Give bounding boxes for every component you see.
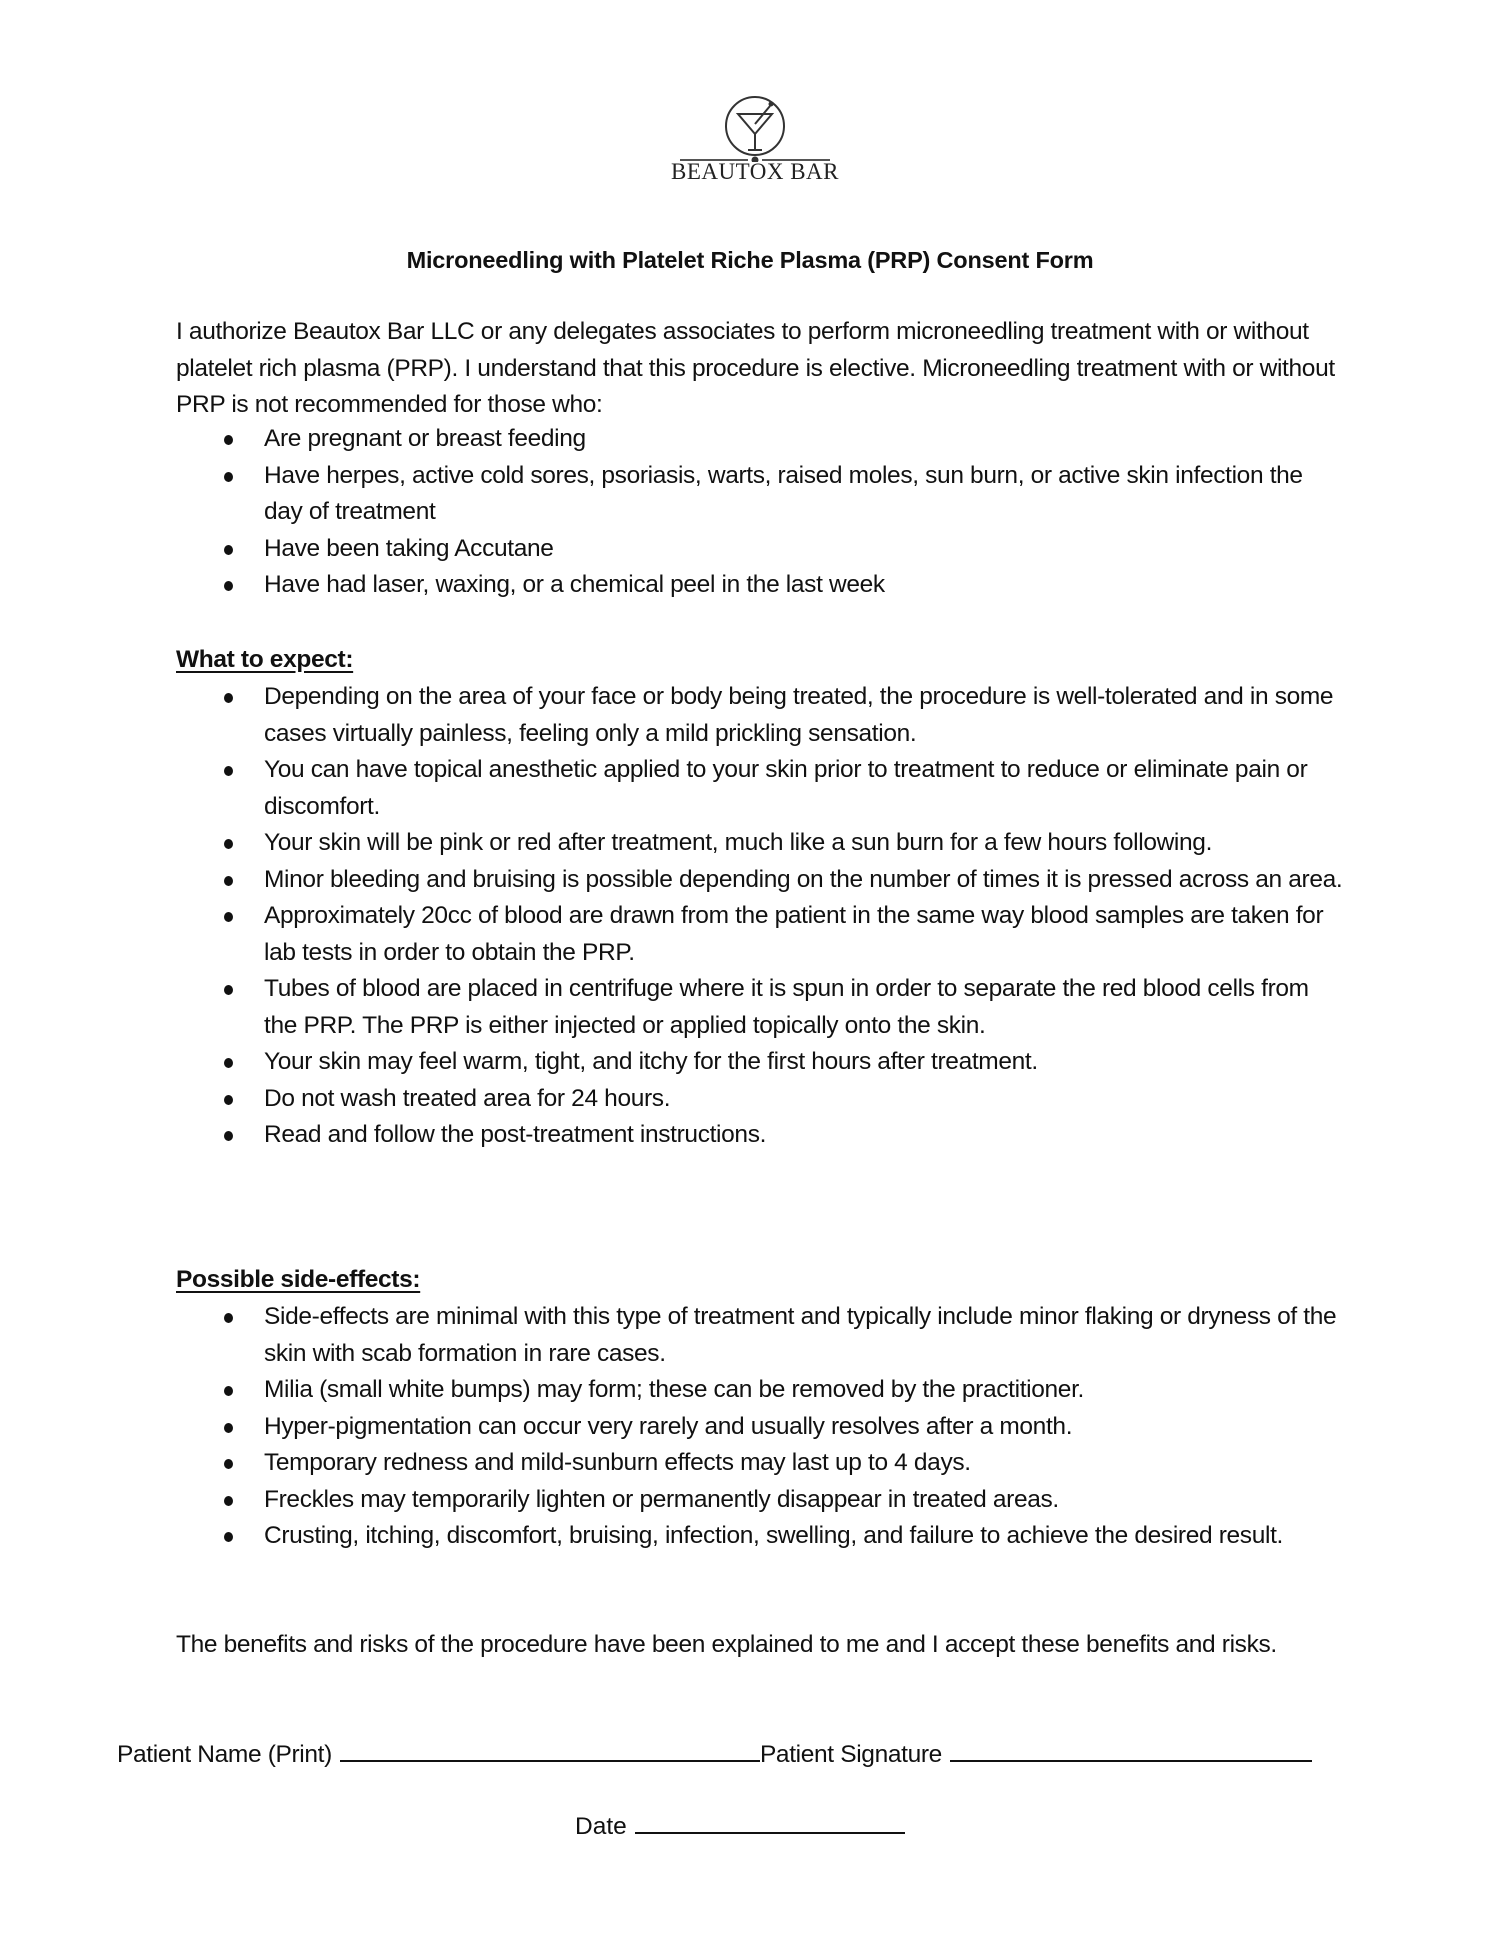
bullet-icon <box>224 1313 233 1323</box>
bullet-icon <box>224 581 233 591</box>
date-field[interactable] <box>635 1812 905 1834</box>
bullet-icon <box>224 693 233 703</box>
logo-text: BEAUTOX BAR <box>670 159 839 184</box>
list-item: Your skin may feel warm, tight, and itchy for the first hours after treatment. <box>176 1044 1346 1081</box>
list-item: Crusting, itching, discomfort, bruising, infection, swelling, and failure to achieve the desired result. <box>176 1518 1346 1555</box>
page-title: Microneedling with Platelet Riche Plasma (PRP) Consent Form <box>406 247 1094 273</box>
signature-row <box>117 1737 1377 1773</box>
patient-signature-label: Patient Signature <box>759 1741 942 1768</box>
list-item: Side-effects are minimal with this type of treatment and typically include minor flaking or dryness of the skin with scab formation in rare cases. <box>176 1299 1346 1372</box>
bullet-icon <box>224 876 233 886</box>
martini-glass-icon <box>660 92 850 162</box>
bullet-icon <box>224 839 233 849</box>
patient-name-label: Patient Name (Print) <box>117 1741 332 1768</box>
list-item: Your skin will be pink or red after treatment, much like a sun burn for a few hours following. <box>176 825 1346 862</box>
bullet-icon <box>224 1095 233 1105</box>
list-item: Have herpes, active cold sores, psoriasis, warts, raised moles, sun burn, or active skin infection the day of treatment <box>176 458 1346 531</box>
bullet-icon <box>224 912 233 922</box>
bullet-icon <box>224 985 233 995</box>
intro-paragraph: I authorize Beautox Bar LLC or any delegates associates to perform microneedling treatment with or without platelet rich plasma (PRP). I understand that this procedure is elective. Microneedling treatment with or without PRP is not recommended for those who: <box>176 318 1335 418</box>
list-item: Milia (small white bumps) may form; these can be removed by the practitioner. <box>176 1372 1346 1409</box>
bullet-icon <box>224 1459 233 1469</box>
bullet-icon <box>224 1131 233 1141</box>
date-label: Date <box>575 1813 627 1840</box>
bullet-icon <box>224 766 233 776</box>
contraindications-list <box>176 421 1346 604</box>
side-effects-list <box>176 1299 1346 1555</box>
bullet-icon <box>224 1386 233 1396</box>
section-heading-side-effects: Possible side-effects: <box>176 1266 421 1293</box>
list-item: Have had laser, waxing, or a chemical peel in the last week <box>176 567 1346 604</box>
bullet-icon <box>224 435 233 445</box>
list-item: Read and follow the post-treatment instructions. <box>176 1117 1346 1154</box>
patient-name-field[interactable] <box>340 1740 760 1762</box>
list-item: Do not wash treated area for 24 hours. <box>176 1081 1346 1118</box>
list-item: Depending on the area of your face or body being treated, the procedure is well-tolerated and in some cases virtually painless, feeling only a mild prickling sensation. <box>176 679 1346 752</box>
bullet-icon <box>224 545 233 555</box>
list-item: Temporary redness and mild-sunburn effects may last up to 4 days. <box>176 1445 1346 1482</box>
expect-list <box>176 679 1346 1154</box>
list-item: Have been taking Accutane <box>176 531 1346 568</box>
date-row <box>575 1809 905 1845</box>
acknowledgement-paragraph: The benefits and risks of the procedure have been explained to me and I accept these benefits and risks. <box>176 1631 1277 1658</box>
list-item: Approximately 20cc of blood are drawn from the patient in the same way blood samples are taken for lab tests in order to obtain the PRP. <box>176 898 1346 971</box>
section-heading-what-to-expect: What to expect: <box>176 646 354 673</box>
bullet-icon <box>224 1058 233 1068</box>
bullet-icon <box>224 1423 233 1433</box>
list-item: Freckles may temporarily lighten or permanently disappear in treated areas. <box>176 1482 1346 1519</box>
logo <box>660 92 850 192</box>
list-item: Are pregnant or breast feeding <box>176 421 1346 458</box>
list-item: Minor bleeding and bruising is possible depending on the number of times it is pressed across an area. <box>176 862 1346 899</box>
patient-signature-field[interactable] <box>950 1740 1312 1762</box>
list-item: You can have topical anesthetic applied to your skin prior to treatment to reduce or eliminate pain or discomfort. <box>176 752 1346 825</box>
bullet-icon <box>224 1532 233 1542</box>
list-item: Tubes of blood are placed in centrifuge where it is spun in order to separate the red blood cells from the PRP. The PRP is either injected or applied topically onto the skin. <box>176 971 1346 1044</box>
list-item: Hyper-pigmentation can occur very rarely and usually resolves after a month. <box>176 1409 1346 1446</box>
bullet-icon <box>224 472 233 482</box>
bullet-icon <box>224 1496 233 1506</box>
